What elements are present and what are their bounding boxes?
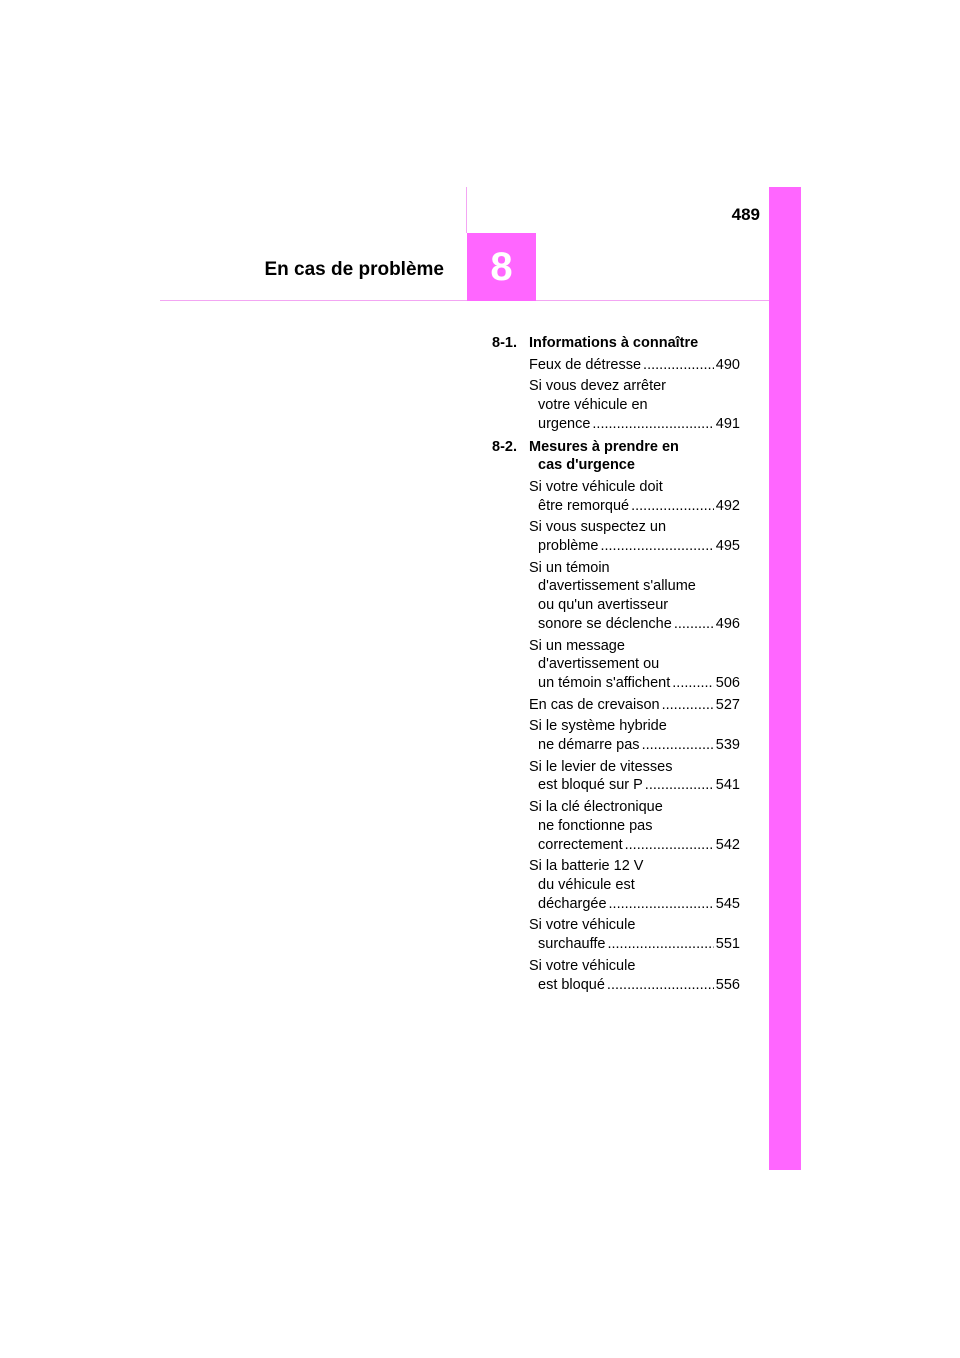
toc-leader-dots bbox=[592, 415, 713, 434]
toc-entry-last-line bbox=[529, 976, 740, 995]
toc-entry-last-line bbox=[529, 615, 740, 634]
toc-entry-text: Si un témoin bbox=[529, 559, 610, 576]
toc-entry[interactable] bbox=[529, 356, 740, 375]
toc-entry-last-line bbox=[529, 736, 740, 755]
toc-section-title bbox=[529, 334, 740, 353]
toc-entry-page: 542 bbox=[715, 836, 740, 853]
toc-entry-page: 496 bbox=[715, 615, 740, 632]
toc-entry-text: Si la clé électronique bbox=[529, 799, 663, 816]
toc-entry-text: ne démarre pas bbox=[538, 737, 640, 754]
toc-entry-text: Si vous suspectez un bbox=[529, 519, 667, 536]
toc-entry-page: 506 bbox=[715, 674, 740, 691]
toc-entry-text: sonore se déclenche bbox=[538, 615, 672, 632]
toc-section-title-line: Mesures à prendre en bbox=[529, 438, 679, 455]
header-horizontal-rule bbox=[160, 300, 769, 301]
toc-entry-last-line bbox=[529, 836, 740, 855]
toc-entry-page: 541 bbox=[715, 777, 740, 794]
toc-section-title-line: cas d'urgence bbox=[538, 457, 635, 474]
toc-entry[interactable] bbox=[529, 478, 740, 515]
toc-leader-dots bbox=[662, 696, 714, 715]
toc-entry-text: est bloqué bbox=[538, 976, 605, 993]
toc-entry-text: problème bbox=[538, 538, 599, 555]
toc-entry-text: urgence bbox=[538, 415, 591, 432]
toc-leader-dots bbox=[631, 497, 714, 516]
toc-entry-text: ne fonctionne pas bbox=[538, 817, 653, 834]
toc-entry[interactable] bbox=[529, 717, 740, 754]
toc-leader-dots bbox=[642, 736, 714, 755]
toc-entry-text: Si le levier de vitesses bbox=[529, 758, 673, 775]
toc-entry-text: En cas de crevaison bbox=[529, 696, 660, 713]
toc-entry-text: déchargée bbox=[538, 895, 607, 912]
chapter-number-box bbox=[467, 233, 536, 301]
toc-entry[interactable] bbox=[529, 637, 740, 693]
toc-leader-dots bbox=[672, 674, 714, 693]
toc-entry-last-line bbox=[529, 776, 740, 795]
toc-entry-page: 492 bbox=[715, 497, 740, 514]
toc-entry-text: Si le système hybride bbox=[529, 718, 667, 735]
header-vertical-rule bbox=[466, 187, 467, 233]
toc-entry-page: 490 bbox=[715, 356, 740, 373]
toc-entry-text: d'avertissement ou bbox=[538, 656, 660, 673]
toc-section-heading bbox=[492, 334, 740, 353]
toc-entry-page: 495 bbox=[715, 538, 740, 555]
toc-entry-text: surchauffe bbox=[538, 936, 606, 953]
toc-entry-text: est bloqué sur P bbox=[538, 777, 643, 794]
toc-entry-page: 527 bbox=[715, 696, 740, 713]
toc-section-title bbox=[529, 438, 740, 475]
toc-entry-last-line bbox=[529, 415, 740, 434]
toc-entry[interactable] bbox=[529, 857, 740, 913]
page-number: 489 bbox=[731, 205, 760, 224]
toc-entry-text: Si votre véhicule bbox=[529, 957, 636, 974]
toc-entry-text: Si vous devez arrêter bbox=[529, 378, 667, 395]
toc-section-number: 8-1. bbox=[492, 335, 517, 351]
toc-entry-page: 556 bbox=[715, 976, 740, 993]
toc-entry-text: Si votre véhicule doit bbox=[529, 478, 663, 495]
toc-entry[interactable] bbox=[529, 377, 740, 433]
toc-entry[interactable] bbox=[529, 758, 740, 795]
toc-leader-dots bbox=[625, 836, 714, 855]
toc-entry-text: votre véhicule en bbox=[538, 397, 648, 414]
chapter-title: En cas de problème bbox=[264, 259, 444, 280]
chapter-number: 8 bbox=[490, 244, 513, 289]
toc-entry-last-line bbox=[529, 674, 740, 693]
toc-leader-dots bbox=[600, 537, 713, 556]
toc-entry[interactable] bbox=[529, 957, 740, 994]
toc-entry-text: Feux de détresse bbox=[529, 356, 642, 373]
toc-entry-page: 539 bbox=[715, 737, 740, 754]
toc-section-heading bbox=[492, 438, 740, 475]
toc-entry-last-line bbox=[529, 696, 740, 715]
toc-entry-text: ou qu'un avertisseur bbox=[538, 597, 669, 614]
toc-leader-dots bbox=[609, 895, 714, 914]
toc-entry[interactable] bbox=[529, 696, 740, 715]
toc-entry-text: d'avertissement s'allume bbox=[538, 578, 696, 595]
toc-leader-dots bbox=[643, 356, 714, 375]
toc-leader-dots bbox=[674, 615, 714, 634]
toc-entry[interactable] bbox=[529, 518, 740, 555]
toc-leader-dots bbox=[645, 776, 714, 795]
toc-entry-text: Si votre véhicule bbox=[529, 917, 636, 934]
toc-entry-text: être remorqué bbox=[538, 497, 630, 514]
table-of-contents bbox=[492, 334, 740, 997]
toc-entry-last-line bbox=[529, 356, 740, 375]
toc-entry-page: 545 bbox=[715, 895, 740, 912]
toc-entry-text: du véhicule est bbox=[538, 876, 635, 893]
toc-entry-text: Si un message bbox=[529, 637, 625, 654]
toc-entry-page: 491 bbox=[715, 415, 740, 432]
toc-section-title-line: Informations à connaître bbox=[529, 335, 699, 351]
toc-entry-last-line bbox=[529, 895, 740, 914]
toc-section-number: 8-2. bbox=[492, 438, 517, 455]
toc-entry-text: correctement bbox=[538, 836, 623, 853]
toc-leader-dots bbox=[607, 976, 714, 995]
toc-entry[interactable] bbox=[529, 916, 740, 953]
toc-entry-page: 551 bbox=[715, 936, 740, 953]
toc-entry[interactable] bbox=[529, 798, 740, 854]
toc-entry-last-line bbox=[529, 497, 740, 516]
toc-entry-last-line bbox=[529, 935, 740, 954]
toc-entry-text: un témoin s'affichent bbox=[538, 674, 671, 691]
toc-entry-text: Si la batterie 12 V bbox=[529, 858, 644, 875]
chapter-side-tab bbox=[769, 187, 801, 1170]
toc-entry[interactable] bbox=[529, 559, 740, 634]
toc-entry-last-line bbox=[529, 537, 740, 556]
toc-leader-dots bbox=[607, 935, 713, 954]
